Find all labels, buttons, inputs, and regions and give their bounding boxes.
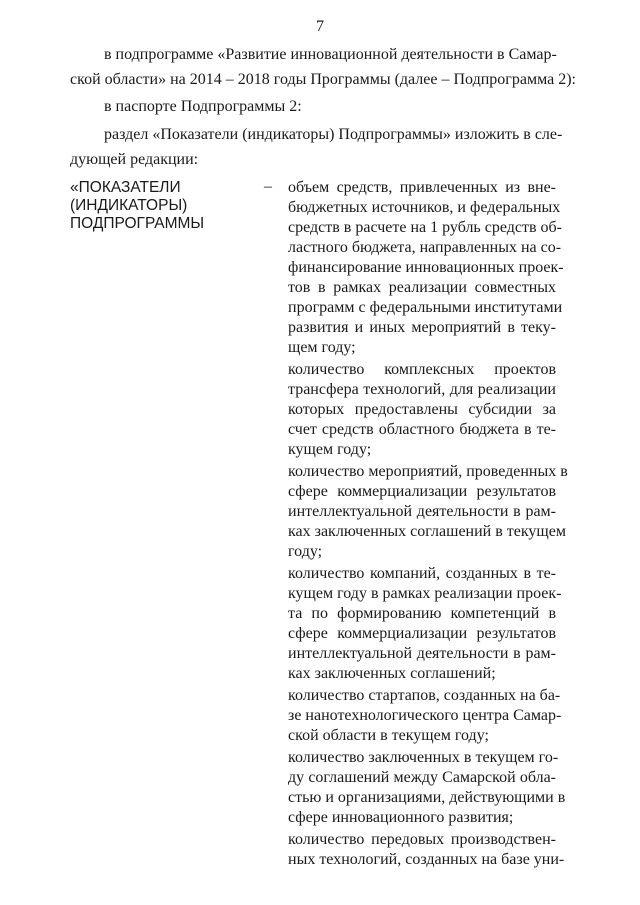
value-line: объем средств, привлеченных из вне- <box>288 179 556 196</box>
value-line: бюджетных источников, и федеральных <box>288 199 561 216</box>
value-line: которых предоставлены субсидии за <box>288 401 556 418</box>
page-number: 7 <box>316 18 324 35</box>
value-line: кущем году; <box>288 441 372 458</box>
intro-line: в подпрограмме «Развитие инновационной деятельности в Самар- <box>104 46 557 63</box>
value-line: ках заключенных соглашений в текущем <box>288 523 566 540</box>
intro-line: в паспорте Подпрограммы 2: <box>104 98 302 115</box>
value-line: финансирование инновационных проек- <box>288 259 564 276</box>
value-line: счет средств областного бюджета в те- <box>288 421 556 438</box>
value-line: году; <box>288 543 323 560</box>
separator-dash: – <box>264 178 272 195</box>
value-line: тов в рамках реализации совместных <box>288 279 556 296</box>
value-line: количество комплексных проектов <box>288 361 556 378</box>
value-line: та по формированию компетенций в <box>288 605 556 622</box>
value-line: ду соглашений между Самарской обла- <box>288 769 556 786</box>
intro-line: раздел «Показатели (индикаторы) Подпрограммы» изложить в сле- <box>104 126 563 143</box>
value-line: трансфера технологий, для реализации <box>288 381 556 398</box>
label-line: «ПОКАЗАТЕЛИ <box>70 179 181 196</box>
value-line: интеллектуальной деятельности в рам- <box>288 503 556 520</box>
value-line: кущем году в рамках реализации проек- <box>288 585 562 602</box>
value-line: программ с федеральными институтами <box>288 299 563 316</box>
value-line: сфере коммерциализации результатов <box>288 625 556 642</box>
value-line: ской области в текущем году; <box>288 727 489 744</box>
value-line: ках заключенных соглашений; <box>288 665 496 682</box>
value-line: количество мероприятий, проведенных в <box>288 463 568 480</box>
value-line: количество передовых производствен- <box>288 831 556 848</box>
value-line: сфере коммерциализации результатов <box>288 483 556 500</box>
value-line: количество заключенных в текущем го- <box>288 749 559 766</box>
value-line: количество стартапов, созданных на ба- <box>288 687 561 704</box>
label-line: ПОДПРОГРАММЫ <box>70 215 205 232</box>
value-line: средств в расчете на 1 рубль средств об- <box>288 219 562 236</box>
value-line: развития и иных мероприятий в теку- <box>288 319 556 336</box>
value-line: щем году; <box>288 339 356 356</box>
value-line: сфере инновационного развития; <box>288 809 514 826</box>
intro-line: дующей редакции: <box>70 151 199 168</box>
value-line: ных технологий, созданных на базе уни- <box>288 851 565 868</box>
value-line: интеллектуальной деятельности в рам- <box>288 645 556 662</box>
label-line: (ИНДИКАТОРЫ) <box>70 197 188 214</box>
value-line: стью и организациями, действующими в <box>288 789 566 806</box>
value-line: зе нанотехнологического центра Самар- <box>288 707 562 724</box>
value-line: количество компаний, созданных в те- <box>288 565 556 582</box>
value-line: ластного бюджета, направленных на со- <box>288 239 562 256</box>
intro-line: ской области» на 2014 – 2018 годы Программы (далее – Подпрограмма 2): <box>70 71 576 88</box>
